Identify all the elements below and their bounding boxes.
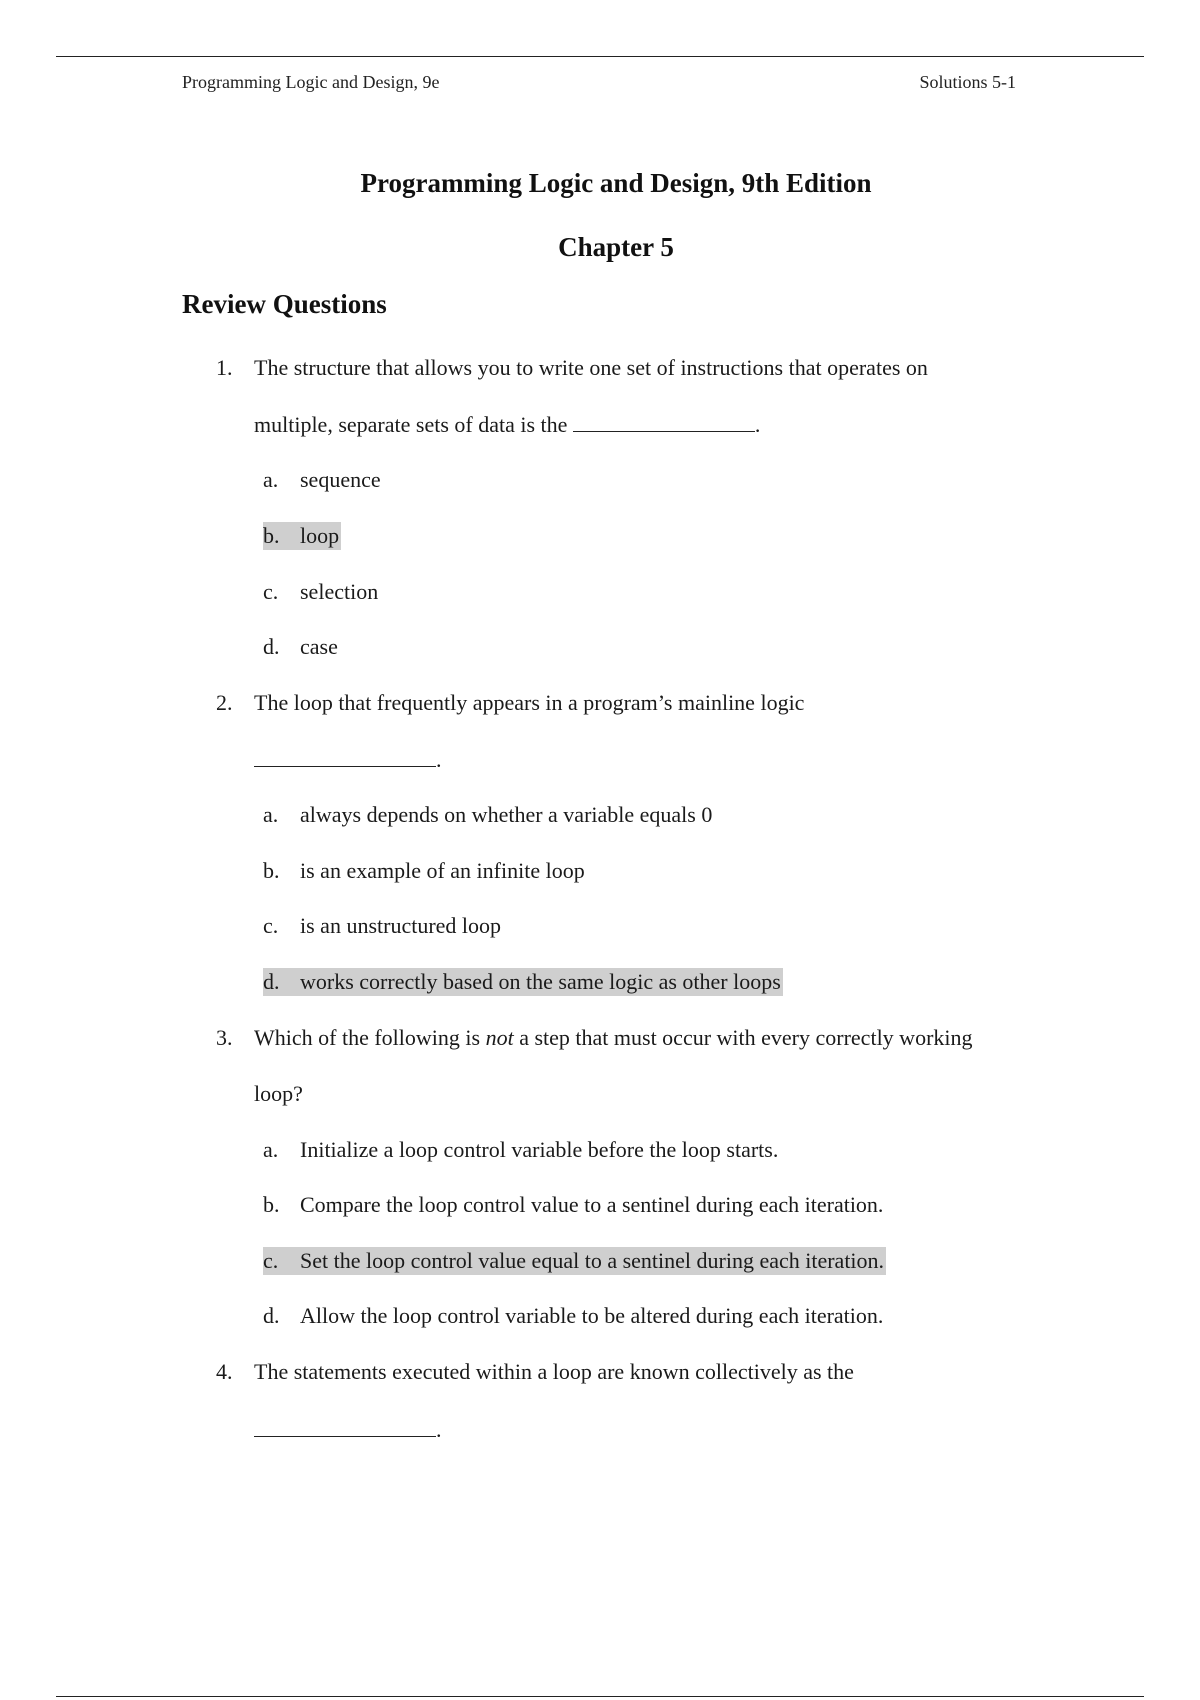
option-2a <box>263 801 712 829</box>
footer-rule <box>56 1696 1144 1697</box>
question-number: 1. <box>216 355 233 380</box>
answer-blank <box>573 411 755 432</box>
blank-punctuation: . <box>436 1417 442 1442</box>
option-letter: b. <box>263 1192 280 1217</box>
option-3a <box>263 1136 778 1164</box>
chapter-title: Chapter 5 <box>558 232 674 262</box>
option-text: loop <box>300 523 340 548</box>
option-text: case <box>300 634 338 659</box>
question-text: The structure that allows you to write one set of instructions that operates on <box>254 355 928 380</box>
option-3d <box>263 1302 883 1330</box>
running-head-right: Solutions 5-1 <box>919 72 1016 92</box>
question-text: The loop that frequently appears in a program’s mainline logic <box>254 690 805 715</box>
option-text: works correctly based on the same logic as other loops <box>300 969 781 994</box>
answer-blank <box>254 1416 436 1437</box>
option-letter: d. <box>263 969 280 994</box>
option-text: sequence <box>300 467 381 492</box>
option-letter: d. <box>263 634 280 659</box>
option-letter: d. <box>263 1303 280 1328</box>
answer-blank <box>254 746 436 767</box>
question-number: 3. <box>216 1025 233 1050</box>
question-text-continued: loop? <box>254 1081 303 1106</box>
document-title: Programming Logic and Design, 9th Edition <box>360 168 872 198</box>
header-rule <box>56 56 1144 57</box>
option-letter: b. <box>263 523 280 548</box>
option-1d <box>263 633 338 661</box>
option-text: Set the loop control value equal to a sentinel during each iteration. <box>300 1248 885 1273</box>
option-letter: a. <box>263 1137 279 1162</box>
option-text: Initialize a loop control variable before the loop starts. <box>300 1137 779 1162</box>
option-3b <box>263 1191 883 1219</box>
question-text-continued <box>254 411 760 439</box>
blank-punctuation: . <box>754 412 761 437</box>
option-letter: c. <box>263 1248 279 1273</box>
option-1c <box>263 578 378 606</box>
question-text-part: a step that must occur with every correctly working <box>519 1025 973 1050</box>
emphasis-word: not <box>485 1025 514 1050</box>
question-text <box>254 1024 973 1052</box>
question-text-part: Which of the following is <box>254 1025 481 1050</box>
option-letter: a. <box>263 467 279 492</box>
option-text: selection <box>300 579 379 604</box>
option-text: is an example of an infinite loop <box>300 858 585 883</box>
option-1a <box>263 466 381 494</box>
option-letter: a. <box>263 802 279 827</box>
option-1b-correct <box>263 522 341 550</box>
option-text: always depends on whether a variable equals 0 <box>300 802 713 827</box>
option-text: is an unstructured loop <box>300 913 502 938</box>
question-number: 2. <box>216 690 233 715</box>
question-text-continued <box>254 746 442 774</box>
option-2c <box>263 912 501 940</box>
option-text: Allow the loop control variable to be altered during each iteration. <box>300 1303 884 1328</box>
option-3c-correct <box>263 1247 886 1275</box>
blank-punctuation: . <box>436 747 442 772</box>
option-letter: b. <box>263 858 280 883</box>
option-2b <box>263 857 585 885</box>
running-head-left: Programming Logic and Design, 9e <box>182 72 440 92</box>
section-heading: Review Questions <box>182 289 387 319</box>
question-text: The statements executed within a loop are known collectively as the <box>254 1359 854 1384</box>
option-letter: c. <box>263 579 279 604</box>
option-text: Compare the loop control value to a sentinel during each iteration. <box>300 1192 884 1217</box>
question-text-part: multiple, separate sets of data is the <box>254 412 568 437</box>
option-2d-correct <box>263 968 783 996</box>
question-text-continued <box>254 1416 442 1444</box>
option-letter: c. <box>263 913 279 938</box>
question-number: 4. <box>216 1359 233 1384</box>
